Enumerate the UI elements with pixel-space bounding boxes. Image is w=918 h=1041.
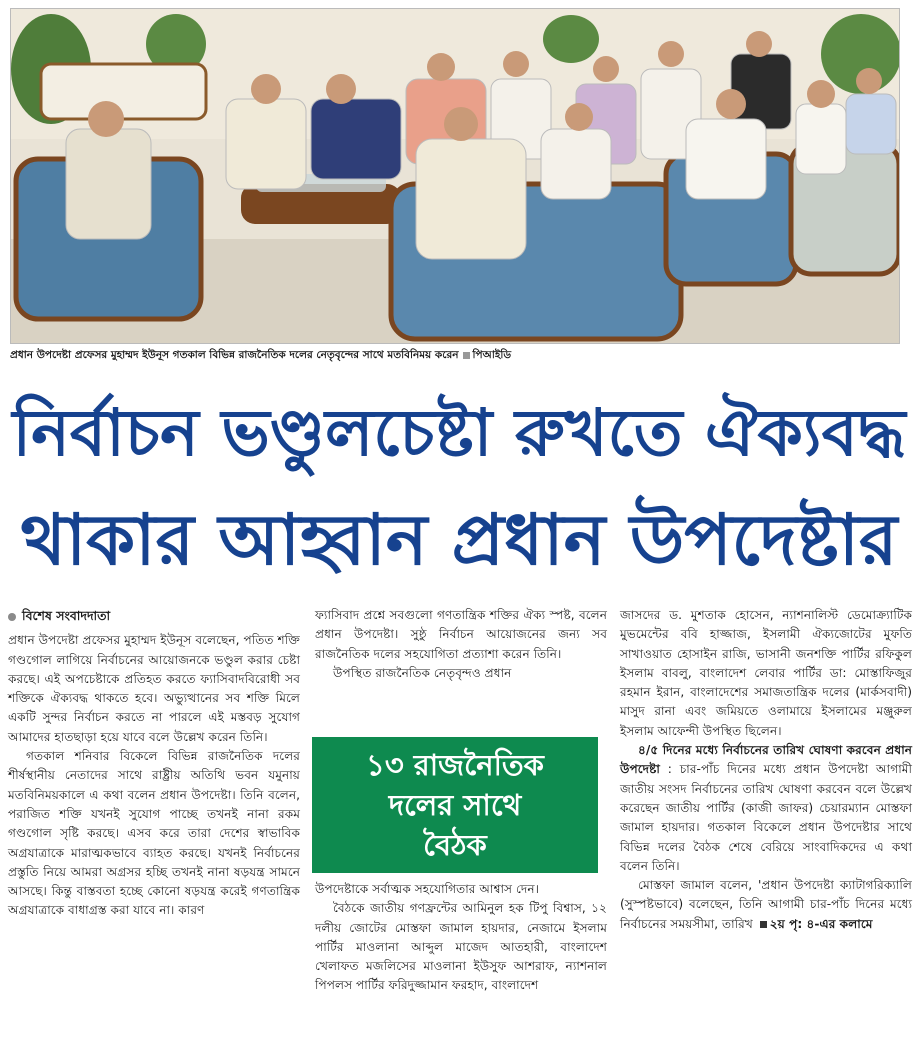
paragraph [620, 876, 912, 934]
caption-separator-square [463, 352, 470, 359]
jump-reference: ২য় পৃ: ৪-এর কলামে [769, 916, 873, 931]
caption-text: প্রধান উপদেষ্টা প্রফেসর মুহাম্মদ ইউনূস গতকাল বিভিন্ন রাজনৈতিক দলের নেতৃবৃন্দের সাথে মতবিনিময় করেন [10, 349, 459, 361]
byline [8, 606, 300, 625]
byline-text: বিশেষ সংবাদদাতা [22, 608, 111, 623]
bullet-dot-icon [8, 613, 16, 621]
article-column-1 [8, 606, 300, 921]
subhead: ৪/৫ দিনের মধ্যে নির্বাচনের তারিখ ঘোষণা করবেন প্রধান উপদেষ্টা [620, 743, 912, 777]
article-column-2-continued [315, 880, 607, 996]
highlight-box [312, 737, 598, 873]
paragraph-text: মোস্তফা জামাল বলেন, 'প্রধান উপদেষ্টা ক্যাটাগরিক্যালি (সুস্পষ্টভাবে) বলেছেন, তিনি আগামী চার-পাঁচ দিনের মধ্যে নির্বাচনের সময়সীমা, তারিখ [620, 878, 912, 931]
paragraph: জাসদের ড. মুশতাক হোসেন, ন্যাশনালিস্ট ডেমোক্র্যাটিক মুভমেন্টের ববি হাজ্জাজ, ইসলামী ঐক্যজোটের মুফতি সাখাওয়াত হোসাইন রাজি, ভাসানী জনশক্তি পার্টির রফিকুল ইসলাম বাবলু, বাংলাদেশ লেবার পার্টির ডা: মোস্তাফিজুর রহমান ইরান, বাংলাদেশের সমাজতান্ত্রিক দলের (মার্কসবাদী) মাসুদ রানা এবং জমিয়তে ওলামায়ে ইসলামের মঞ্জুরুল ইসলাম আফেন্দী উপস্থিত ছিলেন। [620, 608, 912, 738]
paragraph-text: চার-পাঁচ দিনের মধ্যে প্রধান উপদেষ্টা আগামী জাতীয় সংসদ নির্বাচনের তারিখ ঘোষণা করবেন বলে উল্লেখ করেছেন জাতীয় পার্টির (কাজী জাফর) চেয়ারম্যান মোস্তফা জামাল হায়দার। গতকাল বিকেলে প্রধান উপদেষ্টার সাথে বিভিন্ন দলের বৈঠক শেষে বেরিয়ে সাংবাদিকদের এ কথা বলেন তিনি। [620, 762, 912, 873]
paragraph: বৈঠকে জাতীয় গণফ্রন্টের আমিনুল হক টিপু বিশ্বাস, ১২ দলীয় জোটের মোস্তফা জামাল হায়দার, নেজামে ইসলাম পার্টির মাওলানা আব্দুল মাজেদ আতহারী, বাংলাদেশ খেলাফত মজলিসের মাওলানা ইউসুফ আশরাফ, ন্যাশনাল পিপলস পার্টির ফরিদুজ্জামান ফরহাদ, বাংলাদেশ [315, 901, 607, 993]
photo-credit: পিআইডি [472, 349, 512, 361]
paragraph: উপদেষ্টাকে সর্বাত্মক সহযোগিতার আশ্বাস দেন। [315, 882, 539, 896]
highlight-line-2: দলের সাথে [388, 788, 522, 822]
paragraph: ফ্যাসিবাদ প্রশ্নে সবগুলো গণতান্ত্রিক শক্তির ঐক্য স্পষ্ট, বলেন প্রধান উপদেষ্টা। সুষ্ঠু নির্বাচন আয়োজনের জন্য সব রাজনৈতিক দলের সহযোগিতা প্রত্যাশা করেন তিনি। [315, 608, 607, 661]
highlight-line-1: ১৩ রাজনৈতিক [366, 748, 544, 782]
headline-line-2: থাকার আহ্বান প্রধান উপদেষ্টার [20, 498, 898, 581]
paragraph: উপস্থিত রাজনৈতিক নেতৃবৃন্দও প্রধান [333, 665, 512, 680]
article-column-2 [315, 606, 607, 683]
paragraph: গতকাল শনিবার বিকেলে বিভিন্ন রাজনৈতিক দলের শীর্ষস্থানীয় নেতাদের সাথে রাষ্ট্রীয় অতিথি ভবন যমুনায় মতবিনিময়কালে এ কথা বলেন প্রধান উপদেষ্টা। তিনি বলেন, পরাজিত শক্তি যখনই সুযোগ পাচ্ছে তখনই নানা রকম গণ্ডগোল সৃষ্টি করছে। এসব করে তারা দেশের স্বাভাবিক অগ্রযাত্রাকে মারাত্মকভাবে ব্যাহত করছে। যখনই নির্বাচনের প্রস্তুতি নিয়ে আমরা অগ্রসর হচ্ছি তখনই নানা ষড়যন্ত্র সামনে আসছে। কিন্তু বাস্তবতা হচ্ছে কোনো ষড়যন্ত্র করেই গণতান্ত্রিক অগ্রযাত্রাকে বাধাগ্রস্ত করা যাবে না। কারণ [8, 749, 300, 918]
paragraph: প্রধান উপদেষ্টা প্রফেসর মুহাম্মদ ইউনূস বলেছেন, পতিত শক্তি গণ্ডগোল লাগিয়ে নির্বাচনের আয়োজনকে ভণ্ডুল করার চেষ্টা করছে। এই অপচেষ্টাকে প্রতিহত করতে ফ্যাসিবাদবিরোধী সব শক্তিকে ঐক্যবদ্ধ থাকতে হবে। অভ্যুত্থানের সব শক্তি মিলে একটি সুন্দর নির্বাচন করতে না পারলে এই মস্তবড় সুযোগ আমাদের হাতছাড়া হয়ে যাবে বলে উল্লেখ করেন তিনি। [8, 633, 300, 744]
jump-square-icon [760, 921, 767, 928]
subhead-paragraph: ৪/৫ দিনের মধ্যে নির্বাচনের তারিখ ঘোষণা করবেন প্রধান উপদেষ্টা : চার-পাঁচ দিনের মধ্যে প্রধান উপদেষ্টা আগামী জাতীয় সংসদ নির্বাচনের তারিখ ঘোষণা করবেন বলে উল্লেখ করেছেন জাতীয় পার্টির (কাজী জাফর) চেয়ারম্যান মোস্তফা জামাল হায়দার। গতকাল বিকেলে প্রধান উপদেষ্টার সাথে বিভিন্ন দলের বৈঠক শেষে বেরিয়ে সাংবাদিকদের এ কথা বলেন তিনি। [620, 743, 912, 873]
news-photo [10, 8, 900, 344]
meeting-photo-illustration [11, 9, 899, 343]
article-column-3 [620, 606, 912, 934]
highlight-line-3: বৈঠক [423, 828, 487, 862]
headline-line-1: নির্বাচন ভণ্ডুলচেষ্টা রুখতে ঐক্যবদ্ধ [12, 395, 906, 471]
photo-caption [10, 348, 898, 365]
